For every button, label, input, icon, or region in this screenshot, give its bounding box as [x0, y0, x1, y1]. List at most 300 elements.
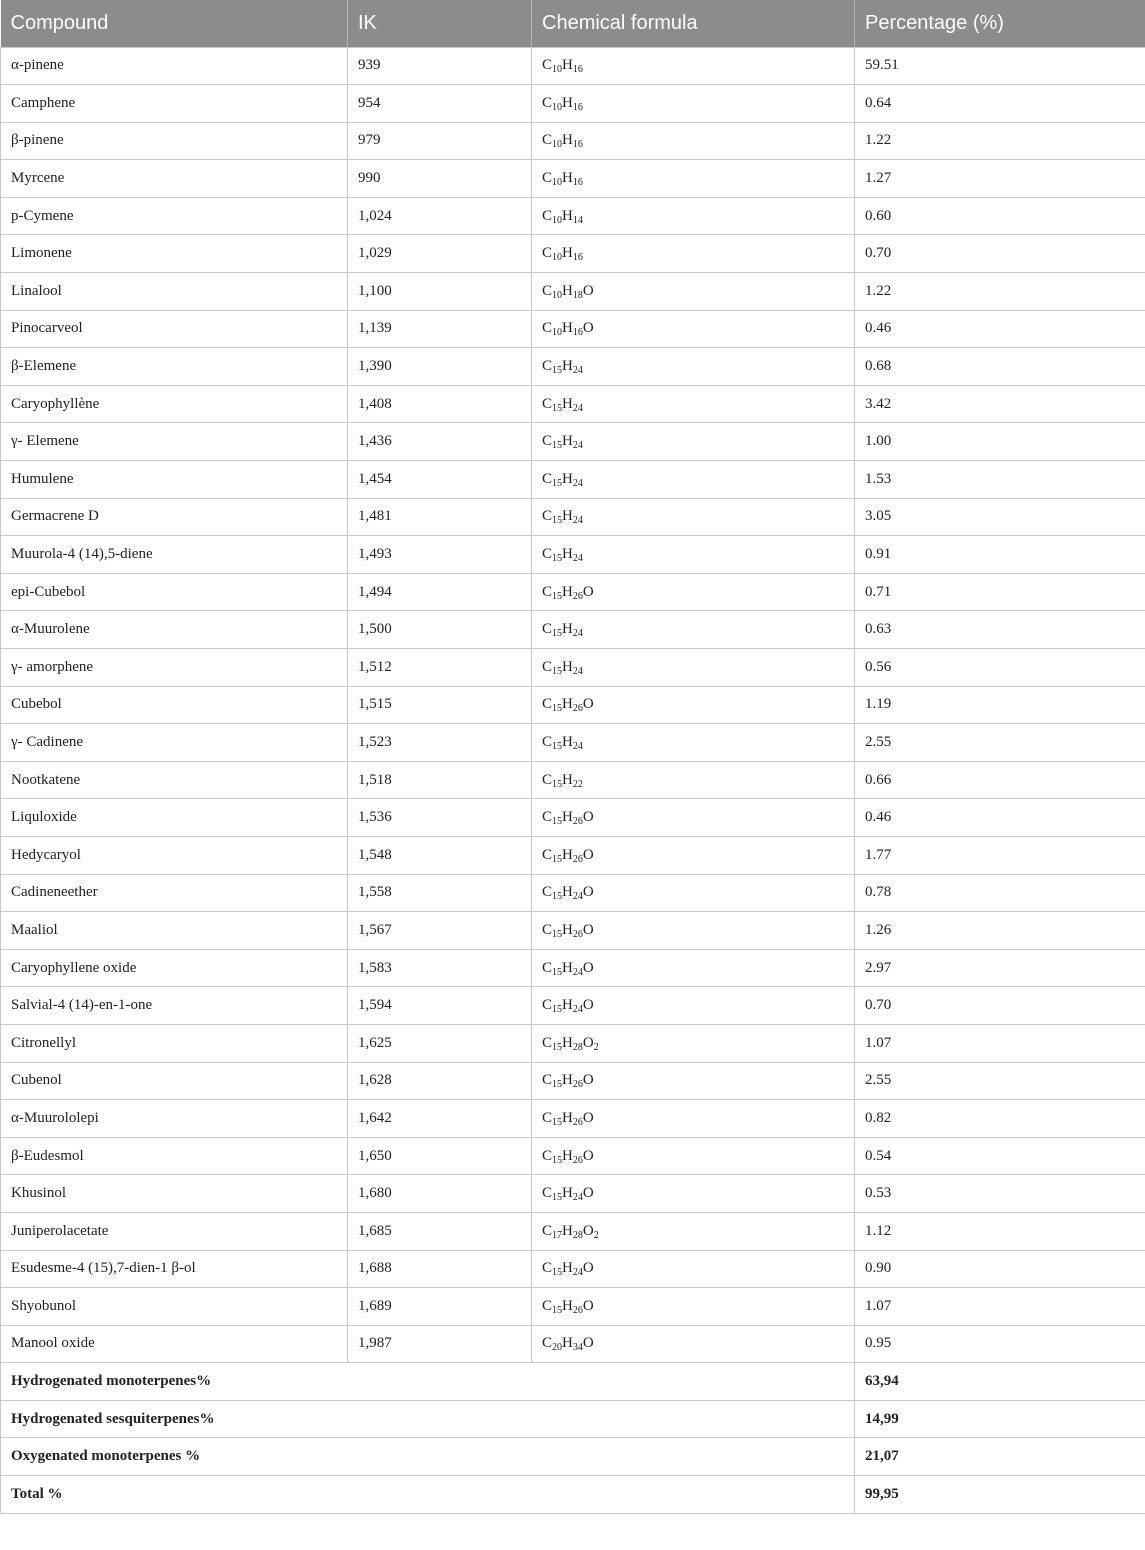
- formula-element: C: [542, 57, 553, 74]
- formula-element: H: [562, 771, 573, 788]
- formula-element: O: [582, 1260, 594, 1277]
- formula-element: H: [562, 245, 573, 262]
- percentage-cell: 0.63: [855, 611, 1145, 649]
- formula-element: C: [542, 696, 553, 713]
- ik-cell: 1,688: [348, 1250, 532, 1288]
- ik-cell: 1,523: [348, 724, 532, 762]
- table-row: [1, 348, 1145, 386]
- formula-element: H: [562, 132, 573, 149]
- formula-element: H: [562, 846, 573, 863]
- table-row: [1, 536, 1145, 574]
- formula-element: H: [562, 358, 573, 375]
- summary-value: 21,07: [855, 1438, 1145, 1476]
- formula-cell: [532, 536, 855, 574]
- formula-subscript: 10: [552, 214, 563, 226]
- formula-subscript: 14: [572, 214, 583, 226]
- ik-cell: 954: [348, 85, 532, 123]
- formula-element: C: [542, 320, 553, 337]
- formula-subscript: 15: [552, 440, 563, 452]
- table-row: [1, 1250, 1145, 1288]
- formula-cell: [532, 1175, 855, 1213]
- formula-subscript: 16: [572, 101, 583, 113]
- formula-element: H: [562, 696, 573, 713]
- formula-subscript: 15: [552, 816, 563, 828]
- formula-element: C: [542, 170, 553, 187]
- formula-subscript: 15: [552, 553, 563, 565]
- formula-element: C: [542, 1185, 553, 1202]
- formula-cell: [532, 122, 855, 160]
- percentage-cell: 0.70: [855, 987, 1145, 1025]
- formula-element: C: [542, 809, 553, 826]
- formula-element: H: [562, 546, 573, 563]
- formula-subscript: 10: [552, 252, 563, 264]
- summary-row: [1, 1476, 1145, 1514]
- summary-label: Total %: [1, 1476, 855, 1514]
- table-row: [1, 761, 1145, 799]
- percentage-cell: 2.55: [855, 1062, 1145, 1100]
- ik-cell: 1,558: [348, 874, 532, 912]
- formula-element: H: [562, 94, 573, 111]
- table-row: [1, 498, 1145, 536]
- formula-element: C: [542, 921, 553, 938]
- percentage-cell: 0.53: [855, 1175, 1145, 1213]
- formula-element: H: [562, 320, 573, 337]
- formula-subscript: 15: [552, 1079, 563, 1091]
- percentage-cell: 0.70: [855, 235, 1145, 273]
- formula-element: C: [542, 658, 553, 675]
- compound-cell: Nootkatene: [1, 761, 348, 799]
- formula-element: H: [562, 997, 573, 1014]
- percentage-cell: 1.27: [855, 160, 1145, 198]
- formula-cell: [532, 1062, 855, 1100]
- compound-cell: Limonene: [1, 235, 348, 273]
- formula-element: C: [542, 1034, 553, 1051]
- ik-cell: 1,650: [348, 1137, 532, 1175]
- summary-value: 99,95: [855, 1476, 1145, 1514]
- formula-element: C: [542, 508, 553, 525]
- formula-subscript: 17: [552, 1229, 563, 1241]
- compound-cell: Hedycaryol: [1, 836, 348, 874]
- ik-cell: 1,493: [348, 536, 532, 574]
- formula-cell: [532, 1212, 855, 1250]
- ik-cell: 1,685: [348, 1212, 532, 1250]
- table-row: [1, 160, 1145, 198]
- formula-element: C: [542, 433, 553, 450]
- formula-subscript: 24: [572, 665, 583, 677]
- compound-cell: Khusinol: [1, 1175, 348, 1213]
- formula-element: O: [582, 997, 594, 1014]
- summary-value: 63,94: [855, 1363, 1145, 1401]
- compound-cell: α-Muurololepi: [1, 1100, 348, 1138]
- table-row: [1, 197, 1145, 235]
- table-row: [1, 686, 1145, 724]
- ik-cell: 1,515: [348, 686, 532, 724]
- formula-subscript: 20: [552, 1342, 563, 1354]
- percentage-cell: 0.46: [855, 799, 1145, 837]
- formula-subscript: 16: [572, 64, 583, 76]
- table-row: [1, 836, 1145, 874]
- formula-element: H: [562, 207, 573, 224]
- formula-element: O: [582, 1297, 594, 1314]
- formula-element: C: [542, 546, 553, 563]
- formula-element: C: [542, 1109, 553, 1126]
- formula-element: O: [582, 1034, 594, 1051]
- compound-cell: Cubenol: [1, 1062, 348, 1100]
- percentage-cell: 1.22: [855, 273, 1145, 311]
- formula-element: H: [562, 433, 573, 450]
- formula-element: C: [542, 1335, 553, 1352]
- compound-cell: γ- Cadinene: [1, 724, 348, 762]
- formula-cell: [532, 423, 855, 461]
- formula-subscript: 24: [572, 440, 583, 452]
- percentage-cell: 0.78: [855, 874, 1145, 912]
- compound-cell: epi-Cubebol: [1, 573, 348, 611]
- formula-subscript: 24: [572, 477, 583, 489]
- formula-subscript: 24: [572, 553, 583, 565]
- formula-element: H: [562, 583, 573, 600]
- compound-cell: Manool oxide: [1, 1325, 348, 1363]
- table-row: [1, 1100, 1145, 1138]
- compound-cell: Caryophyllène: [1, 385, 348, 423]
- ik-cell: 1,548: [348, 836, 532, 874]
- formula-cell: [532, 461, 855, 499]
- formula-cell: [532, 1288, 855, 1326]
- formula-subscript: 15: [552, 891, 563, 903]
- formula-subscript: 24: [572, 1004, 583, 1016]
- percentage-cell: 0.46: [855, 310, 1145, 348]
- compound-cell: α-Muurolene: [1, 611, 348, 649]
- formula-element: C: [542, 1260, 553, 1277]
- formula-element: C: [542, 1147, 553, 1164]
- compound-cell: Salvial-4 (14)-en-1-one: [1, 987, 348, 1025]
- ik-cell: 1,029: [348, 235, 532, 273]
- formula-cell: [532, 686, 855, 724]
- ik-cell: 979: [348, 122, 532, 160]
- formula-subscript: 10: [552, 64, 563, 76]
- formula-subscript: 15: [552, 1004, 563, 1016]
- formula-element: H: [562, 1072, 573, 1089]
- header-row: [1, 0, 1145, 47]
- compound-cell: Humulene: [1, 461, 348, 499]
- compound-cell: Muurola-4 (14),5-diene: [1, 536, 348, 574]
- percentage-cell: 59.51: [855, 47, 1145, 85]
- ik-cell: 1,536: [348, 799, 532, 837]
- formula-cell: [532, 836, 855, 874]
- ik-cell: 1,494: [348, 573, 532, 611]
- percentage-cell: 0.71: [855, 573, 1145, 611]
- formula-subscript: 15: [552, 1304, 563, 1316]
- percentage-cell: 1.19: [855, 686, 1145, 724]
- formula-subscript: 24: [572, 1192, 583, 1204]
- formula-subscript: 26: [572, 1154, 583, 1166]
- ik-cell: 1,642: [348, 1100, 532, 1138]
- formula-element: C: [542, 1222, 553, 1239]
- table-row: [1, 122, 1145, 160]
- formula-element: C: [542, 245, 553, 262]
- ik-cell: 1,500: [348, 611, 532, 649]
- formula-element: C: [542, 132, 553, 149]
- percentage-cell: 3.42: [855, 385, 1145, 423]
- table-row: [1, 310, 1145, 348]
- table-body: [1, 47, 1145, 1513]
- formula-subscript: 26: [572, 703, 583, 715]
- formula-cell: [532, 1137, 855, 1175]
- compound-cell: Citronellyl: [1, 1024, 348, 1062]
- percentage-cell: 1.77: [855, 836, 1145, 874]
- formula-element: O: [582, 1222, 594, 1239]
- formula-subscript: 24: [572, 740, 583, 752]
- formula-subscript: 24: [572, 402, 583, 414]
- formula-cell: [532, 912, 855, 950]
- formula-element: C: [542, 583, 553, 600]
- ik-cell: 1,628: [348, 1062, 532, 1100]
- ik-cell: 1,625: [348, 1024, 532, 1062]
- formula-subscript: 15: [552, 515, 563, 527]
- formula-cell: [532, 310, 855, 348]
- formula-element: O: [582, 921, 594, 938]
- compound-cell: Liquloxide: [1, 799, 348, 837]
- formula-subscript: 15: [552, 966, 563, 978]
- compound-cell: Cadineneether: [1, 874, 348, 912]
- summary-label: Hydrogenated sesquiterpenes%: [1, 1400, 855, 1438]
- compound-cell: β-Eudesmol: [1, 1137, 348, 1175]
- summary-row: [1, 1363, 1145, 1401]
- formula-subscript: 24: [572, 515, 583, 527]
- formula-element: H: [562, 1335, 573, 1352]
- formula-cell: [532, 235, 855, 273]
- formula-element: O: [582, 884, 594, 901]
- formula-element: O: [582, 959, 594, 976]
- formula-cell: [532, 987, 855, 1025]
- formula-subscript: 10: [552, 289, 563, 301]
- formula-element: O: [582, 1335, 594, 1352]
- table-row: [1, 1024, 1145, 1062]
- formula-subscript: 24: [572, 365, 583, 377]
- formula-element: C: [542, 1297, 553, 1314]
- formula-element: C: [542, 470, 553, 487]
- formula-element: H: [562, 1260, 573, 1277]
- percentage-cell: 0.68: [855, 348, 1145, 386]
- formula-subscript: 10: [552, 139, 563, 151]
- formula-subscript: 24: [572, 1267, 583, 1279]
- formula-cell: [532, 160, 855, 198]
- percentage-cell: 0.95: [855, 1325, 1145, 1363]
- header-compound: Compound: [1, 0, 348, 47]
- formula-subscript: 15: [552, 740, 563, 752]
- ik-cell: 1,689: [348, 1288, 532, 1326]
- formula-element: H: [562, 282, 573, 299]
- table-row: [1, 799, 1145, 837]
- compound-cell: Caryophyllene oxide: [1, 949, 348, 987]
- ik-cell: 1,481: [348, 498, 532, 536]
- table-row: [1, 649, 1145, 687]
- formula-subscript: 15: [552, 1267, 563, 1279]
- formula-cell: [532, 573, 855, 611]
- compound-cell: p-Cymene: [1, 197, 348, 235]
- compound-cell: Cubebol: [1, 686, 348, 724]
- formula-element: O: [582, 1109, 594, 1126]
- formula-element: H: [562, 508, 573, 525]
- table-row: [1, 1137, 1145, 1175]
- formula-element: H: [562, 170, 573, 187]
- compound-cell: Myrcene: [1, 160, 348, 198]
- formula-cell: [532, 874, 855, 912]
- summary-row: [1, 1438, 1145, 1476]
- table-row: [1, 47, 1145, 85]
- formula-subscript: 26: [572, 853, 583, 865]
- ik-cell: 1,100: [348, 273, 532, 311]
- formula-subscript: 28: [572, 1229, 583, 1241]
- formula-subscript: 2: [593, 1229, 599, 1241]
- compound-cell: Germacrene D: [1, 498, 348, 536]
- formula-subscript: 10: [552, 327, 563, 339]
- formula-cell: [532, 949, 855, 987]
- table-row: [1, 912, 1145, 950]
- formula-subscript: 16: [572, 139, 583, 151]
- formula-element: C: [542, 959, 553, 976]
- formula-subscript: 10: [552, 177, 563, 189]
- formula-element: C: [542, 771, 553, 788]
- formula-element: C: [542, 94, 553, 111]
- formula-cell: [532, 348, 855, 386]
- percentage-cell: 2.55: [855, 724, 1145, 762]
- formula-element: H: [562, 1147, 573, 1164]
- formula-element: C: [542, 1072, 553, 1089]
- compound-cell: β-pinene: [1, 122, 348, 160]
- formula-subscript: 15: [552, 1192, 563, 1204]
- formula-subscript: 15: [552, 665, 563, 677]
- percentage-cell: 0.64: [855, 85, 1145, 123]
- formula-element: O: [582, 282, 594, 299]
- formula-subscript: 15: [552, 1041, 563, 1053]
- ik-cell: 1,583: [348, 949, 532, 987]
- formula-element: O: [582, 1185, 594, 1202]
- summary-row: [1, 1400, 1145, 1438]
- formula-cell: [532, 761, 855, 799]
- compound-cell: α-pinene: [1, 47, 348, 85]
- table-row: [1, 461, 1145, 499]
- formula-cell: [532, 197, 855, 235]
- percentage-cell: 1.12: [855, 1212, 1145, 1250]
- compound-cell: Linalool: [1, 273, 348, 311]
- table-row: [1, 1325, 1145, 1363]
- formula-subscript: 15: [552, 1116, 563, 1128]
- formula-element: H: [562, 1034, 573, 1051]
- formula-element: C: [542, 358, 553, 375]
- compound-cell: γ- amorphene: [1, 649, 348, 687]
- formula-subscript: 15: [552, 778, 563, 790]
- formula-subscript: 15: [552, 590, 563, 602]
- table-row: [1, 611, 1145, 649]
- formula-cell: [532, 1250, 855, 1288]
- compound-cell: Pinocarveol: [1, 310, 348, 348]
- formula-subscript: 24: [572, 966, 583, 978]
- formula-subscript: 24: [572, 891, 583, 903]
- formula-subscript: 15: [552, 402, 563, 414]
- header-percentage: Percentage (%): [855, 0, 1145, 47]
- compound-cell: Esudesme-4 (15),7-dien-1 β-ol: [1, 1250, 348, 1288]
- table-row: [1, 724, 1145, 762]
- formula-cell: [532, 799, 855, 837]
- ik-cell: 1,390: [348, 348, 532, 386]
- formula-subscript: 26: [572, 928, 583, 940]
- formula-subscript: 16: [572, 327, 583, 339]
- percentage-cell: 1.53: [855, 461, 1145, 499]
- formula-element: O: [582, 1147, 594, 1164]
- formula-cell: [532, 385, 855, 423]
- formula-element: C: [542, 282, 553, 299]
- formula-element: H: [562, 1297, 573, 1314]
- formula-cell: [532, 1024, 855, 1062]
- summary-label: Oxygenated monoterpenes %: [1, 1438, 855, 1476]
- header-chemical-formula: Chemical formula: [532, 0, 855, 47]
- formula-subscript: 16: [572, 252, 583, 264]
- formula-element: O: [582, 696, 594, 713]
- formula-element: H: [562, 470, 573, 487]
- formula-cell: [532, 47, 855, 85]
- formula-subscript: 26: [572, 816, 583, 828]
- formula-element: H: [562, 57, 573, 74]
- percentage-cell: 1.00: [855, 423, 1145, 461]
- percentage-cell: 0.56: [855, 649, 1145, 687]
- formula-subscript: 15: [552, 853, 563, 865]
- percentage-cell: 1.07: [855, 1024, 1145, 1062]
- formula-subscript: 22: [572, 778, 583, 790]
- formula-cell: [532, 724, 855, 762]
- formula-subscript: 26: [572, 1304, 583, 1316]
- summary-label: Hydrogenated monoterpenes%: [1, 1363, 855, 1401]
- ik-cell: 1,436: [348, 423, 532, 461]
- ik-cell: 1,454: [348, 461, 532, 499]
- ik-cell: 1,024: [348, 197, 532, 235]
- formula-element: O: [582, 1072, 594, 1089]
- percentage-cell: 0.66: [855, 761, 1145, 799]
- percentage-cell: 0.91: [855, 536, 1145, 574]
- formula-subscript: 26: [572, 1116, 583, 1128]
- compound-cell: Camphene: [1, 85, 348, 123]
- table-row: [1, 85, 1145, 123]
- table-row: [1, 235, 1145, 273]
- formula-cell: [532, 649, 855, 687]
- formula-element: O: [582, 809, 594, 826]
- table-row: [1, 1175, 1145, 1213]
- formula-element: H: [562, 884, 573, 901]
- table-row: [1, 423, 1145, 461]
- compound-cell: Maaliol: [1, 912, 348, 950]
- formula-element: C: [542, 395, 553, 412]
- table-row: [1, 273, 1145, 311]
- formula-subscript: 24: [572, 628, 583, 640]
- percentage-cell: 3.05: [855, 498, 1145, 536]
- ik-cell: 1,567: [348, 912, 532, 950]
- formula-subscript: 15: [552, 628, 563, 640]
- percentage-cell: 2.97: [855, 949, 1145, 987]
- compound-cell: Shyobunol: [1, 1288, 348, 1326]
- table-row: [1, 1212, 1145, 1250]
- formula-element: O: [582, 846, 594, 863]
- formula-element: C: [542, 846, 553, 863]
- compound-cell: Juniperolacetate: [1, 1212, 348, 1250]
- formula-element: C: [542, 207, 553, 224]
- percentage-cell: 0.82: [855, 1100, 1145, 1138]
- header-ik: IK: [348, 0, 532, 47]
- ik-cell: 990: [348, 160, 532, 198]
- formula-element: H: [562, 621, 573, 638]
- formula-cell: [532, 1325, 855, 1363]
- formula-element: H: [562, 733, 573, 750]
- table-row: [1, 1062, 1145, 1100]
- ik-cell: 939: [348, 47, 532, 85]
